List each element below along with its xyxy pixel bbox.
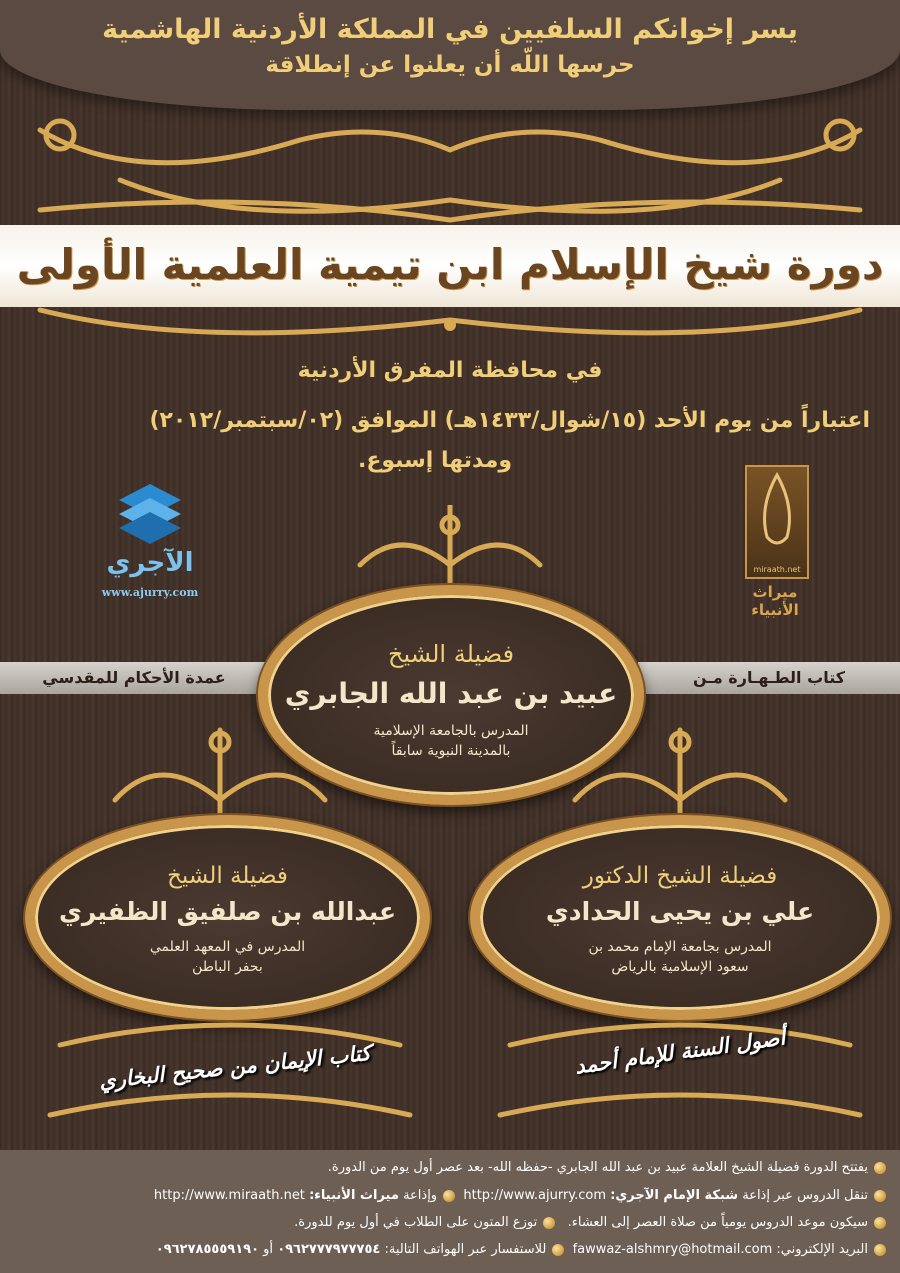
left-speaker-name: عبدالله بن صلفيق الظفيري	[58, 897, 397, 926]
location-text: في محافظة المفرق الأردنية	[297, 358, 603, 383]
ajurry-url: www.ajurry.com	[101, 586, 199, 599]
miraath-url: miraath.net	[753, 565, 801, 574]
right-honorific: فضيلة الشيخ الدكتور	[582, 863, 778, 889]
center-crown-ornament	[340, 505, 560, 595]
phone-1[interactable]: ٠٩٦٢٧٧٧٩٧٧٧٥٤	[277, 1242, 381, 1257]
right-speaker-name: علي بن يحيى الحدادي	[545, 897, 815, 926]
bullet-icon	[874, 1190, 886, 1202]
right-book-line-1: أصول السنة	[678, 1025, 787, 1064]
date-line-2: ومدتها إسبوع.	[357, 448, 513, 473]
course-title: دورة شيخ الإسلام ابن تيمية العلمية الأولى	[16, 240, 884, 289]
footer-line-3: سيكون موعد الدروس يومياً من صلاة العصر إلى العشاء. توزع المتون على الطلاب في أول يوم للدورة.	[8, 1215, 886, 1239]
top-ornament	[0, 80, 900, 230]
band-ornament	[0, 290, 900, 350]
bullet-icon	[543, 1217, 555, 1229]
right-speaker-desc-1: المدرس بجامعة الإمام محمد بن	[588, 939, 772, 955]
date-line-1: اعتباراً من يوم الأحد (١٥/شوال/١٤٣٣هـ) الموافق (٠٢/سبتمبر/٢٠١٢)	[149, 408, 870, 433]
bullet-icon	[552, 1244, 564, 1256]
footer-line-2: تنقل الدروس عبر إذاعة شبكة الإمام الآجري: http://www.ajurry.com وإذاعة ميراث الأنبياء: http://www.miraath.net	[8, 1188, 886, 1212]
right-speaker-desc-2: سعود الإسلامية بالرياض	[611, 959, 749, 975]
center-speaker-name: عبيد بن عبد الله الجابري	[284, 677, 618, 710]
miraath-link[interactable]: http://www.miraath.net	[153, 1188, 305, 1203]
left-book-title: كتاب الإيمان من صحيح البخاري	[97, 1040, 372, 1094]
miraath-flame-icon	[747, 467, 807, 557]
ajurry-cube-icon	[115, 480, 185, 550]
left-honorific: فضيلة الشيخ	[167, 863, 288, 889]
miraath-logo[interactable]	[730, 465, 820, 625]
footer-line-1: يفتتح الدورة فضيلة الشيخ العلامة عبيد بن عبد الله الجابري -حفظه الله- بعد عصر أول يوم من الدورة.	[8, 1160, 886, 1184]
bullet-icon	[874, 1244, 886, 1256]
center-speaker-desc-2: بالمدينة النبوية سابقاً	[391, 743, 511, 759]
ajurry-link[interactable]: http://www.ajurry.com	[463, 1188, 607, 1203]
side-label-left: عمدة الأحكام للمقدسي	[0, 662, 268, 694]
left-speaker-desc-2: بحفر الباطن	[192, 959, 263, 975]
ajurry-logo[interactable]	[85, 480, 215, 605]
bullet-icon	[874, 1162, 886, 1174]
side-label-right: كتاب الطـهـارة مـن	[638, 662, 900, 694]
footer-line-4: البريد الإلكتروني: fawwaz-alshmry@hotmail.com للاستفسار عبر الهواتف التالية: ٠٩٦٢٧٧٧٩٧٧٧٥٤ أو ٠٩٦٢٧٨٥٥٥٩١٩٠	[8, 1242, 886, 1266]
header-line-1: يسر إخوانكم السلفيين في المملكة الأردنية الهاشمية	[102, 14, 798, 45]
left-speaker-desc-1: المدرس في المعهد العلمي	[149, 939, 306, 955]
email-link[interactable]: fawwaz-alshmry@hotmail.com	[572, 1242, 773, 1257]
left-crown-ornament	[100, 720, 340, 830]
speaker-card-right	[470, 815, 890, 1020]
center-honorific: فضيلة الشيخ	[387, 640, 515, 668]
ajurry-arabic-name: الآجري	[106, 548, 194, 578]
phone-2[interactable]: ٠٩٦٢٧٨٥٥٥٩١٩٠	[155, 1242, 260, 1257]
miraath-emblem	[745, 465, 809, 579]
miraath-arabic-name: ميراث الأنبياء	[751, 583, 799, 619]
speaker-card-left	[25, 815, 430, 1020]
bullet-icon	[443, 1190, 455, 1202]
right-crown-ornament	[560, 720, 800, 830]
right-book-line-2: للإمام أحمد	[573, 1041, 675, 1079]
center-speaker-desc-1: المدرس بالجامعة الإسلامية	[373, 723, 529, 739]
header-line-2: حرسها اللّه أن يعلنوا عن إنطلاقة	[265, 52, 635, 78]
bullet-icon	[874, 1217, 886, 1229]
